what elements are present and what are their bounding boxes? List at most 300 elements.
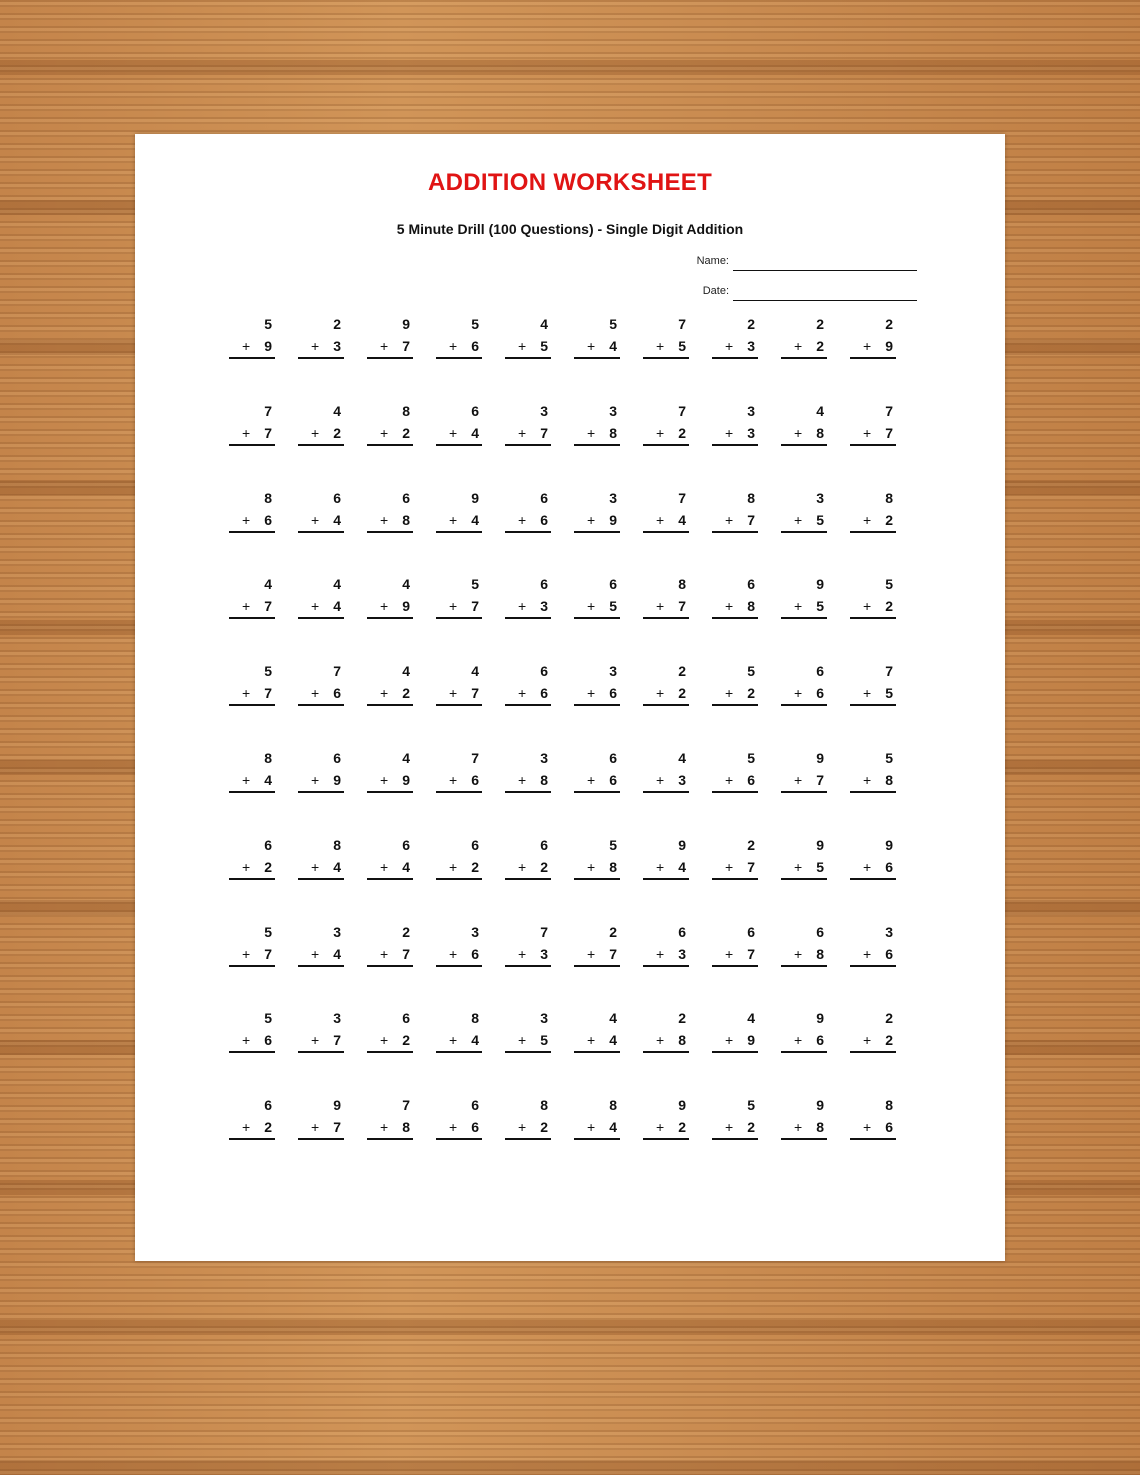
date-line[interactable] bbox=[733, 300, 917, 301]
addend-bottom: 2 bbox=[540, 858, 548, 875]
answer-line bbox=[574, 878, 620, 880]
addition-problem bbox=[229, 576, 275, 616]
plus-sign: + bbox=[380, 511, 389, 528]
plus-sign: + bbox=[794, 1032, 803, 1049]
addend-bottom: 8 bbox=[747, 598, 755, 615]
plus-sign: + bbox=[656, 772, 665, 788]
addition-problem bbox=[436, 837, 482, 877]
addend-bottom: 2 bbox=[402, 424, 410, 441]
addend-bottom: 2 bbox=[678, 685, 686, 702]
addition-problem bbox=[781, 490, 827, 530]
plus-sign: + bbox=[587, 945, 596, 962]
addend-bottom: 3 bbox=[747, 338, 755, 354]
addition-problem bbox=[781, 403, 827, 443]
plus-sign: + bbox=[242, 685, 251, 702]
plus-sign: + bbox=[587, 424, 596, 441]
addition-problem bbox=[436, 403, 482, 443]
addend-top: 5 bbox=[747, 663, 755, 680]
answer-line bbox=[850, 791, 896, 793]
plus-sign: + bbox=[242, 424, 251, 441]
addend-top: 8 bbox=[402, 402, 410, 419]
plus-sign: + bbox=[449, 598, 458, 615]
answer-line bbox=[643, 444, 689, 446]
addend-top: 9 bbox=[678, 836, 686, 853]
plus-sign: + bbox=[725, 858, 734, 875]
answer-line bbox=[781, 878, 827, 880]
addend-bottom: 7 bbox=[747, 945, 755, 962]
addition-problem bbox=[850, 403, 896, 443]
addend-top: 5 bbox=[264, 316, 272, 332]
answer-line bbox=[436, 791, 482, 793]
addition-problem bbox=[781, 837, 827, 877]
addend-top: 5 bbox=[747, 1097, 755, 1114]
addend-top: 9 bbox=[471, 489, 479, 506]
addend-bottom: 2 bbox=[747, 685, 755, 702]
answer-line bbox=[781, 617, 827, 619]
plus-sign: + bbox=[242, 1119, 251, 1136]
addend-bottom: 7 bbox=[264, 424, 272, 441]
addition-problem bbox=[367, 1010, 413, 1050]
plus-sign: + bbox=[311, 685, 320, 702]
addition-problem bbox=[574, 924, 620, 964]
addend-bottom: 2 bbox=[678, 424, 686, 441]
addend-bottom: 9 bbox=[609, 511, 617, 528]
addend-top: 7 bbox=[264, 402, 272, 419]
addend-top: 3 bbox=[885, 923, 893, 940]
answer-line bbox=[574, 965, 620, 967]
name-line[interactable] bbox=[733, 270, 917, 271]
addition-problem bbox=[574, 750, 620, 790]
answer-line bbox=[643, 704, 689, 706]
addend-top: 6 bbox=[333, 750, 341, 766]
addend-top: 4 bbox=[333, 402, 341, 419]
addend-top: 5 bbox=[264, 923, 272, 940]
addend-bottom: 4 bbox=[264, 772, 272, 788]
answer-line bbox=[712, 617, 758, 619]
addend-bottom: 8 bbox=[540, 772, 548, 788]
plus-sign: + bbox=[380, 1119, 389, 1136]
plus-sign: + bbox=[449, 858, 458, 875]
addend-bottom: 4 bbox=[678, 511, 686, 528]
addend-bottom: 7 bbox=[402, 945, 410, 962]
plus-sign: + bbox=[587, 772, 596, 788]
answer-line bbox=[574, 1138, 620, 1140]
addend-top: 7 bbox=[471, 750, 479, 766]
answer-line bbox=[229, 1051, 275, 1053]
addend-top: 6 bbox=[402, 489, 410, 506]
answer-line bbox=[850, 531, 896, 533]
answer-line bbox=[712, 965, 758, 967]
addend-bottom: 8 bbox=[609, 424, 617, 441]
plus-sign: + bbox=[380, 598, 389, 615]
addend-bottom: 7 bbox=[885, 424, 893, 441]
addend-bottom: 6 bbox=[885, 858, 893, 875]
plus-sign: + bbox=[863, 424, 872, 441]
addend-bottom: 6 bbox=[471, 1119, 479, 1136]
addend-bottom: 4 bbox=[471, 511, 479, 528]
addend-top: 4 bbox=[402, 750, 410, 766]
addend-bottom: 5 bbox=[678, 338, 686, 354]
addition-problem bbox=[850, 750, 896, 790]
addend-top: 6 bbox=[540, 836, 548, 853]
answer-line bbox=[436, 1051, 482, 1053]
addition-problem bbox=[436, 924, 482, 964]
plus-sign: + bbox=[587, 338, 596, 354]
addend-top: 2 bbox=[333, 316, 341, 332]
answer-line bbox=[505, 965, 551, 967]
plus-sign: + bbox=[863, 598, 872, 615]
addition-problem bbox=[712, 403, 758, 443]
addend-bottom: 7 bbox=[747, 511, 755, 528]
answer-line bbox=[298, 1051, 344, 1053]
answer-line bbox=[781, 1051, 827, 1053]
addition-problem bbox=[436, 663, 482, 703]
addend-top: 9 bbox=[333, 1097, 341, 1114]
addition-problem bbox=[229, 663, 275, 703]
addend-top: 6 bbox=[540, 489, 548, 506]
answer-line bbox=[643, 531, 689, 533]
addend-top: 6 bbox=[402, 836, 410, 853]
addend-bottom: 7 bbox=[471, 598, 479, 615]
addend-top: 3 bbox=[540, 1010, 548, 1027]
plus-sign: + bbox=[587, 858, 596, 875]
addend-top: 5 bbox=[609, 836, 617, 853]
plus-sign: + bbox=[311, 598, 320, 615]
plus-sign: + bbox=[725, 511, 734, 528]
addition-problem bbox=[643, 837, 689, 877]
answer-line bbox=[505, 617, 551, 619]
addition-problem bbox=[436, 750, 482, 790]
addition-problem bbox=[436, 576, 482, 616]
addend-top: 6 bbox=[747, 923, 755, 940]
addition-problem bbox=[367, 403, 413, 443]
addend-bottom: 3 bbox=[678, 945, 686, 962]
addition-problem bbox=[781, 316, 827, 356]
addition-problem bbox=[298, 663, 344, 703]
addition-problem bbox=[298, 490, 344, 530]
date-field[interactable] bbox=[655, 285, 917, 303]
plus-sign: + bbox=[380, 772, 389, 788]
plus-sign: + bbox=[794, 511, 803, 528]
addend-bottom: 2 bbox=[885, 598, 893, 615]
answer-line bbox=[505, 1051, 551, 1053]
addend-bottom: 7 bbox=[816, 772, 824, 788]
addend-bottom: 6 bbox=[264, 511, 272, 528]
addend-top: 6 bbox=[609, 750, 617, 766]
addition-problem bbox=[574, 403, 620, 443]
addition-problem bbox=[781, 924, 827, 964]
plus-sign: + bbox=[242, 598, 251, 615]
addition-problem bbox=[505, 924, 551, 964]
addition-problem bbox=[643, 750, 689, 790]
answer-line bbox=[367, 704, 413, 706]
plus-sign: + bbox=[725, 945, 734, 962]
addend-bottom: 4 bbox=[471, 1032, 479, 1049]
addend-bottom: 4 bbox=[333, 598, 341, 615]
addend-bottom: 2 bbox=[885, 1032, 893, 1049]
addition-problem bbox=[229, 403, 275, 443]
answer-line bbox=[229, 965, 275, 967]
addition-problem bbox=[229, 316, 275, 356]
addend-top: 7 bbox=[678, 402, 686, 419]
addition-problem bbox=[712, 1010, 758, 1050]
addition-problem bbox=[367, 924, 413, 964]
answer-line bbox=[298, 878, 344, 880]
plus-sign: + bbox=[794, 338, 803, 354]
addition-problem bbox=[298, 837, 344, 877]
plus-sign: + bbox=[242, 338, 251, 354]
answer-line bbox=[712, 1051, 758, 1053]
plus-sign: + bbox=[656, 1119, 665, 1136]
plus-sign: + bbox=[725, 338, 734, 354]
addend-top: 7 bbox=[402, 1097, 410, 1114]
addend-bottom: 4 bbox=[333, 945, 341, 962]
addition-problem bbox=[781, 750, 827, 790]
answer-line bbox=[298, 357, 344, 359]
plus-sign: + bbox=[311, 772, 320, 788]
addend-top: 8 bbox=[885, 489, 893, 506]
addend-top: 8 bbox=[747, 489, 755, 506]
addend-bottom: 8 bbox=[609, 858, 617, 875]
answer-line bbox=[850, 704, 896, 706]
plus-sign: + bbox=[518, 1119, 527, 1136]
answer-line bbox=[850, 878, 896, 880]
addend-top: 4 bbox=[264, 576, 272, 593]
addend-bottom: 6 bbox=[264, 1032, 272, 1049]
answer-line bbox=[436, 878, 482, 880]
addition-problem bbox=[367, 663, 413, 703]
answer-line bbox=[229, 617, 275, 619]
addend-bottom: 2 bbox=[333, 424, 341, 441]
answer-line bbox=[781, 791, 827, 793]
addend-top: 2 bbox=[885, 1010, 893, 1027]
addition-problem bbox=[712, 663, 758, 703]
addend-bottom: 7 bbox=[264, 598, 272, 615]
answer-line bbox=[574, 357, 620, 359]
answer-line bbox=[505, 444, 551, 446]
plus-sign: + bbox=[725, 424, 734, 441]
addend-bottom: 6 bbox=[540, 685, 548, 702]
addition-problem bbox=[298, 576, 344, 616]
addend-bottom: 4 bbox=[333, 858, 341, 875]
addition-problem bbox=[367, 576, 413, 616]
addend-bottom: 6 bbox=[816, 1032, 824, 1049]
addend-bottom: 3 bbox=[540, 945, 548, 962]
answer-line bbox=[850, 965, 896, 967]
plus-sign: + bbox=[656, 338, 665, 354]
plus-sign: + bbox=[725, 1032, 734, 1049]
addend-bottom: 2 bbox=[816, 338, 824, 354]
answer-line bbox=[505, 531, 551, 533]
addition-problem bbox=[229, 1010, 275, 1050]
addend-bottom: 7 bbox=[609, 945, 617, 962]
addend-bottom: 4 bbox=[609, 1119, 617, 1136]
addend-top: 9 bbox=[816, 750, 824, 766]
plus-sign: + bbox=[725, 772, 734, 788]
plus-sign: + bbox=[794, 424, 803, 441]
addend-top: 4 bbox=[402, 576, 410, 593]
addition-problem bbox=[781, 1010, 827, 1050]
addition-problem bbox=[574, 1097, 620, 1137]
addend-top: 6 bbox=[540, 663, 548, 680]
addition-problem bbox=[298, 924, 344, 964]
addition-problem bbox=[781, 1097, 827, 1137]
addend-bottom: 6 bbox=[471, 772, 479, 788]
addend-bottom: 5 bbox=[816, 511, 824, 528]
answer-line bbox=[367, 878, 413, 880]
worksheet-page bbox=[135, 134, 1005, 1261]
addend-bottom: 4 bbox=[609, 1032, 617, 1049]
addend-bottom: 9 bbox=[333, 772, 341, 788]
answer-line bbox=[367, 444, 413, 446]
addend-bottom: 8 bbox=[816, 424, 824, 441]
addend-bottom: 7 bbox=[264, 945, 272, 962]
addend-top: 5 bbox=[609, 316, 617, 332]
plus-sign: + bbox=[794, 772, 803, 788]
addend-top: 3 bbox=[816, 489, 824, 506]
addition-problem bbox=[436, 316, 482, 356]
addend-top: 3 bbox=[540, 750, 548, 766]
answer-line bbox=[850, 617, 896, 619]
addend-top: 4 bbox=[609, 1010, 617, 1027]
addend-top: 6 bbox=[402, 1010, 410, 1027]
addend-bottom: 6 bbox=[747, 772, 755, 788]
answer-line bbox=[781, 965, 827, 967]
date-label: Date: bbox=[702, 285, 729, 297]
addend-top: 5 bbox=[747, 750, 755, 766]
plus-sign: + bbox=[311, 1032, 320, 1049]
addend-bottom: 6 bbox=[885, 945, 893, 962]
answer-line bbox=[436, 1138, 482, 1140]
addend-top: 5 bbox=[885, 750, 893, 766]
addend-top: 2 bbox=[885, 316, 893, 332]
answer-line bbox=[367, 791, 413, 793]
addition-problem bbox=[850, 924, 896, 964]
addition-problem bbox=[850, 663, 896, 703]
addend-bottom: 2 bbox=[885, 511, 893, 528]
addend-top: 9 bbox=[816, 1097, 824, 1114]
addition-problem bbox=[574, 576, 620, 616]
addition-problem bbox=[574, 663, 620, 703]
addition-problem bbox=[298, 750, 344, 790]
addition-problem bbox=[850, 490, 896, 530]
plus-sign: + bbox=[656, 424, 665, 441]
addition-problem bbox=[505, 663, 551, 703]
plus-sign: + bbox=[518, 945, 527, 962]
plus-sign: + bbox=[518, 858, 527, 875]
answer-line bbox=[574, 704, 620, 706]
answer-line bbox=[712, 704, 758, 706]
addend-top: 3 bbox=[609, 663, 617, 680]
addend-bottom: 6 bbox=[885, 1119, 893, 1136]
addend-top: 8 bbox=[885, 1097, 893, 1114]
answer-line bbox=[436, 444, 482, 446]
answer-line bbox=[643, 357, 689, 359]
addition-problem bbox=[781, 663, 827, 703]
plus-sign: + bbox=[587, 685, 596, 702]
plus-sign: + bbox=[587, 511, 596, 528]
addend-bottom: 4 bbox=[333, 511, 341, 528]
addend-top: 6 bbox=[471, 1097, 479, 1114]
addition-problem bbox=[712, 576, 758, 616]
addend-top: 2 bbox=[678, 663, 686, 680]
addend-bottom: 3 bbox=[333, 338, 341, 354]
addend-bottom: 5 bbox=[540, 338, 548, 354]
answer-line bbox=[436, 617, 482, 619]
addend-bottom: 2 bbox=[402, 685, 410, 702]
addend-bottom: 7 bbox=[540, 424, 548, 441]
addend-bottom: 2 bbox=[678, 1119, 686, 1136]
addend-bottom: 4 bbox=[609, 338, 617, 354]
plus-sign: + bbox=[794, 858, 803, 875]
addend-top: 7 bbox=[678, 489, 686, 506]
answer-line bbox=[850, 444, 896, 446]
addend-bottom: 9 bbox=[402, 598, 410, 615]
addend-bottom: 2 bbox=[264, 1119, 272, 1136]
plus-sign: + bbox=[656, 945, 665, 962]
answer-line bbox=[643, 617, 689, 619]
addition-problem bbox=[781, 576, 827, 616]
plus-sign: + bbox=[242, 945, 251, 962]
answer-line bbox=[298, 791, 344, 793]
addend-top: 2 bbox=[747, 836, 755, 853]
addition-problem bbox=[712, 1097, 758, 1137]
answer-line bbox=[574, 791, 620, 793]
plus-sign: + bbox=[380, 685, 389, 702]
addend-top: 7 bbox=[333, 663, 341, 680]
plus-sign: + bbox=[656, 858, 665, 875]
addend-bottom: 6 bbox=[816, 685, 824, 702]
answer-line bbox=[505, 878, 551, 880]
answer-line bbox=[298, 1138, 344, 1140]
plus-sign: + bbox=[794, 598, 803, 615]
addend-bottom: 6 bbox=[471, 945, 479, 962]
addend-bottom: 7 bbox=[333, 1032, 341, 1049]
plus-sign: + bbox=[656, 511, 665, 528]
addition-problem bbox=[574, 1010, 620, 1050]
addend-top: 5 bbox=[264, 1010, 272, 1027]
addend-top: 6 bbox=[609, 576, 617, 593]
answer-line bbox=[436, 357, 482, 359]
plus-sign: + bbox=[311, 858, 320, 875]
addend-top: 2 bbox=[816, 316, 824, 332]
addition-problem bbox=[850, 576, 896, 616]
addition-problem bbox=[298, 403, 344, 443]
plus-sign: + bbox=[725, 685, 734, 702]
addend-bottom: 6 bbox=[540, 511, 548, 528]
plus-sign: + bbox=[242, 1032, 251, 1049]
addend-top: 8 bbox=[264, 489, 272, 506]
addend-top: 4 bbox=[333, 576, 341, 593]
name-field[interactable] bbox=[655, 255, 917, 273]
plus-sign: + bbox=[449, 511, 458, 528]
plus-sign: + bbox=[449, 424, 458, 441]
addend-top: 8 bbox=[333, 836, 341, 853]
addend-top: 8 bbox=[264, 750, 272, 766]
addition-problem bbox=[850, 837, 896, 877]
plus-sign: + bbox=[656, 1032, 665, 1049]
addend-top: 3 bbox=[333, 1010, 341, 1027]
addition-problem bbox=[436, 490, 482, 530]
addend-top: 8 bbox=[540, 1097, 548, 1114]
addend-top: 7 bbox=[540, 923, 548, 940]
answer-line bbox=[574, 617, 620, 619]
addend-top: 6 bbox=[678, 923, 686, 940]
plus-sign: + bbox=[587, 598, 596, 615]
addend-bottom: 2 bbox=[264, 858, 272, 875]
plus-sign: + bbox=[794, 945, 803, 962]
plus-sign: + bbox=[311, 424, 320, 441]
